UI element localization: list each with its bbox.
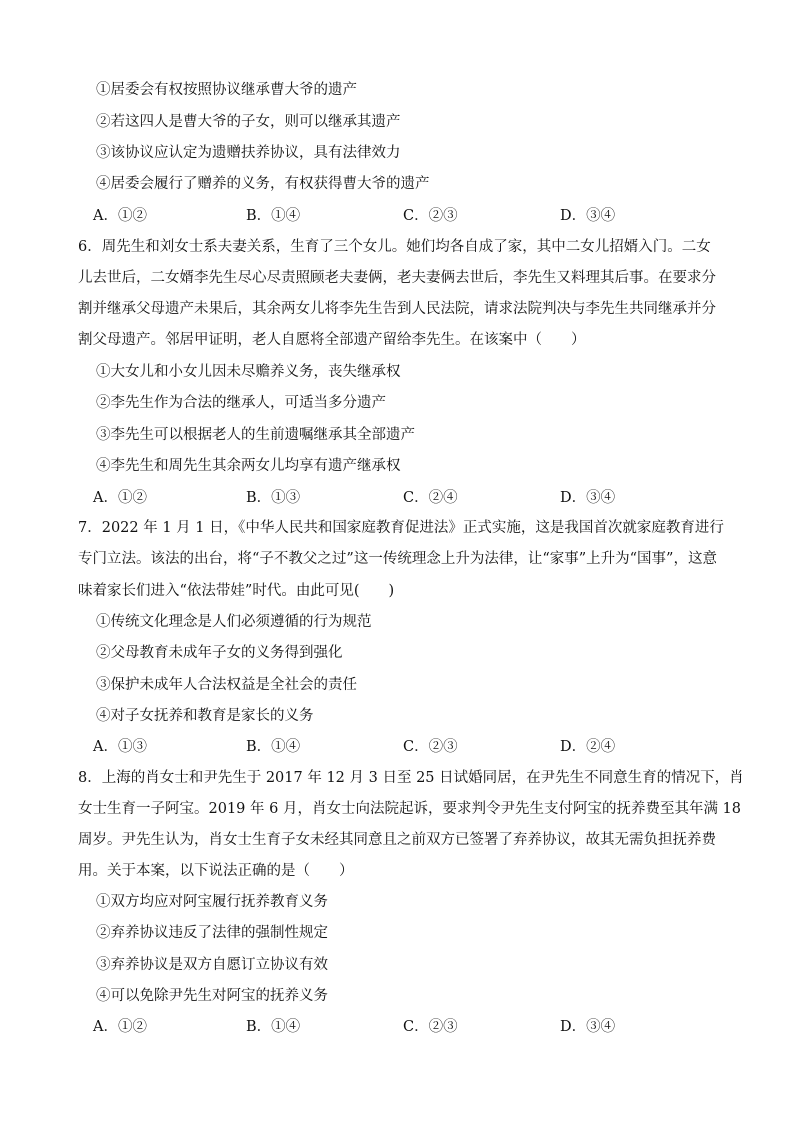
q5-option-d[interactable]: D．③④ bbox=[560, 208, 616, 224]
q7-stem-line-3: 味着家长们进入“依法带娃”时代。由此可见( ) bbox=[78, 583, 395, 599]
q8-option-c[interactable]: C．②③ bbox=[403, 1019, 458, 1035]
q8-stem-line-4: 用。关于本案，以下说法正确的是（ ） bbox=[78, 863, 354, 879]
q5-statement-3: ③该协议应认定为遗赠扶养协议，具有法律效力 bbox=[96, 145, 401, 161]
q6-stem-line-3: 割并继承父母遗产未果后，其余两女儿将李先生告到人民法院，请求法院判决与李先生共同继承并分 bbox=[78, 301, 716, 317]
q7-statement-3: ③保护未成年人合法权益是全社会的责任 bbox=[96, 677, 357, 693]
q7-option-b[interactable]: B．①④ bbox=[246, 739, 301, 755]
q8-statement-1: ①双方均应对阿宝履行抚养教育义务 bbox=[96, 894, 328, 910]
q8-statement-3: ③弃养协议是双方自愿订立协议有效 bbox=[96, 957, 328, 973]
q6-statement-2: ②李先生作为合法的继承人，可适当多分遗产 bbox=[96, 395, 386, 411]
q7-statement-2: ②父母教育未成年子女的义务得到强化 bbox=[96, 645, 343, 661]
q6-option-b[interactable]: B．①③ bbox=[246, 490, 301, 506]
q5-statement-1: ①居委会有权按照协议继承曹大爷的遗产 bbox=[96, 82, 357, 98]
q8-stem-line-2: 女士生育一子阿宝。2019 年 6 月，肖女士向法院起诉，要求判令尹先生支付阿宝的抚养费至其年满 18 bbox=[78, 801, 742, 817]
q6-statement-1: ①大女儿和小女儿因未尽赡养义务，丧失继承权 bbox=[96, 364, 401, 380]
q6-statement-4: ④李先生和周先生其余两女儿均享有遗产继承权 bbox=[96, 458, 401, 474]
q7-statement-1: ①传统文化理念是人们必须遵循的行为规范 bbox=[96, 614, 372, 630]
q5-statement-2: ②若这四人是曹大爷的子女，则可以继承其遗产 bbox=[96, 114, 401, 130]
q6-option-a[interactable]: A．①② bbox=[93, 490, 147, 506]
q8-option-a[interactable]: A．①② bbox=[93, 1019, 147, 1035]
q6-statement-3: ③李先生可以根据老人的生前遗嘱继承其全部遗产 bbox=[96, 427, 415, 443]
q8-statement-4: ④可以免除尹先生对阿宝的抚养义务 bbox=[96, 988, 328, 1004]
q6-stem-line-1: 6．周先生和刘女士系夫妻关系，生育了三个女儿。她们均各自成了家，其中二女儿招婿入门。二女 bbox=[78, 239, 711, 255]
q7-option-c[interactable]: C．②③ bbox=[403, 739, 458, 755]
q8-stem-line-1: 8．上海的肖女士和尹先生于 2017 年 12 月 3 日至 25 日试婚同居，在尹先生不同意生育的情况下，肖 bbox=[78, 770, 744, 786]
q7-option-d[interactable]: D．②④ bbox=[560, 739, 616, 755]
q5-option-b[interactable]: B．①④ bbox=[246, 208, 301, 224]
q5-statement-4: ④居委会履行了赠养的义务，有权获得曹大爷的遗产 bbox=[96, 176, 430, 192]
q6-option-d[interactable]: D．③④ bbox=[560, 490, 616, 506]
q5-option-c[interactable]: C．②③ bbox=[403, 208, 458, 224]
q7-statement-4: ④对子女抚养和教育是家长的义务 bbox=[96, 708, 314, 724]
q7-stem-line-2: 专门立法。该法的出台，将“子不教父之过”这一传统理念上升为法律，让“家事”上升为“国事”，这意 bbox=[78, 551, 717, 567]
q6-stem-line-2: 儿去世后，二女婿李先生尽心尽责照顾老夫妻俩，老夫妻俩去世后，李先生又料理其后事。在要求分 bbox=[78, 270, 716, 286]
q8-option-b[interactable]: B．①④ bbox=[246, 1019, 301, 1035]
q8-option-d[interactable]: D．③④ bbox=[560, 1019, 616, 1035]
q5-option-a[interactable]: A．①② bbox=[93, 208, 147, 224]
q6-stem-line-4: 割父母遗产。邻居甲证明，老人自愿将全部遗产留给李先生。在该案中（ ） bbox=[78, 332, 586, 348]
q8-stem-line-3: 周岁。尹先生认为，肖女士生育子女未经其同意且之前双方已签署了弃养协议，故其无需负担抚养费 bbox=[78, 832, 716, 848]
q6-option-c[interactable]: C．②④ bbox=[403, 490, 458, 506]
q7-stem-line-1: 7．2022 年 1 月 1 日，《中华人民共和国家庭教育促进法》正式实施，这是我国首次就家庭教育进行 bbox=[78, 520, 724, 536]
q8-statement-2: ②弃养协议违反了法律的强制性规定 bbox=[96, 925, 328, 941]
q7-option-a[interactable]: A．①③ bbox=[93, 739, 147, 755]
